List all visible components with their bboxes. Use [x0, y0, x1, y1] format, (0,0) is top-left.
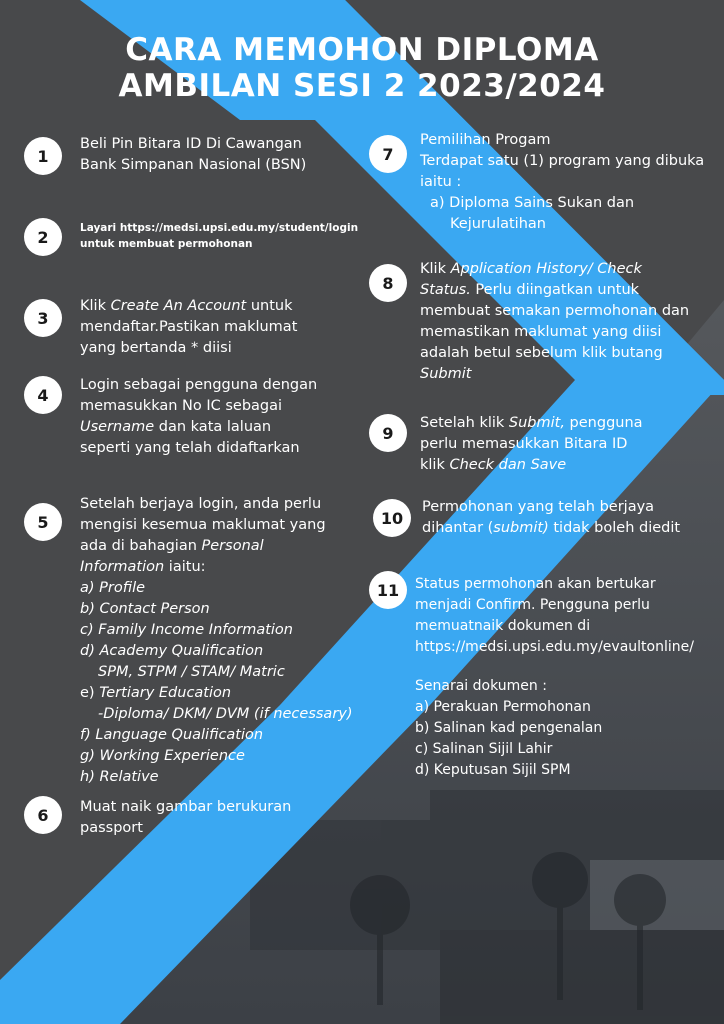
step-1-number: 1 — [24, 137, 62, 175]
step-3-text-part: untuk — [246, 298, 293, 314]
step-5-text-part: ada di bahagian — [80, 538, 202, 554]
step-8-italic: Application History/ Check — [450, 261, 642, 277]
step-7-number: 7 — [369, 135, 407, 173]
step-4-line: seperti yang telah didaftarkan — [80, 440, 300, 456]
step-8-italic: Submit — [420, 366, 472, 382]
list-subitem-academy: SPM, STPM / STAM/ Matric — [98, 664, 285, 680]
step-6-line: passport — [80, 820, 143, 836]
step-5-italic: Personal — [201, 538, 264, 554]
step-8-number: 8 — [369, 264, 407, 302]
list-item-family-income: c) Family Income Information — [80, 622, 293, 638]
step-11-line: menjadi Confirm. Pengguna perlu — [415, 597, 650, 613]
step-11-number: 11 — [369, 571, 407, 609]
step-6-line: Muat naik gambar berukuran — [80, 799, 292, 815]
step-6-number: 6 — [24, 796, 62, 834]
document-item: c) Salinan Sijil Lahir — [415, 741, 553, 757]
list-item-prefix: e) — [80, 685, 100, 701]
step-4-number: 4 — [24, 376, 62, 414]
step-9-text-part: klik — [420, 457, 450, 473]
step-10-number: 10 — [373, 499, 411, 537]
step-5-italic: Information — [80, 559, 165, 575]
step-9-text — [420, 413, 643, 476]
step-8-text — [420, 259, 689, 385]
step-9-text-part: pengguna — [564, 415, 643, 431]
step-2-line: untuk membuat permohonan — [80, 238, 253, 250]
step-5-text-part: iaitu: — [164, 559, 206, 575]
document-item: d) Keputusan Sijil SPM — [415, 762, 571, 778]
step-5-text — [80, 494, 353, 788]
step-11-line: memuatnaik dokumen di — [415, 618, 591, 634]
step-1-line: Beli Pin Bitara ID Di Cawangan — [80, 136, 302, 152]
list-item-language: f) Language Qualification — [80, 727, 264, 743]
step-3-line: yang bertanda * diisi — [80, 340, 232, 356]
document-list — [415, 676, 602, 781]
step-6-text — [80, 797, 291, 839]
step-5-line: mengisi kesemua maklumat yang — [80, 517, 326, 533]
title-line-1: CARA MEMOHON DIPLOMA — [125, 32, 599, 68]
list-item-profile: a) Profile — [80, 580, 146, 596]
step-9-line: perlu memasukkan Bitara ID — [420, 436, 628, 452]
step-7-program: Kejurulatihan — [450, 216, 546, 232]
step-3-number: 3 — [24, 299, 62, 337]
list-item-working-experience: g) Working Experience — [80, 748, 245, 764]
step-8-line: membuat semakan permohonan dan — [420, 303, 690, 319]
list-subitem-tertiary: -Diploma/ DKM/ DVM (if necessary) — [98, 706, 353, 722]
step-3-text-part: Klik — [80, 298, 111, 314]
step-10-text-part: tidak boleh diedit — [548, 520, 681, 536]
step-9-number: 9 — [369, 414, 407, 452]
step-3-text — [80, 296, 297, 359]
step-11-url: https://medsi.upsi.edu.my/evaultonline/ — [415, 639, 694, 655]
step-11-text — [415, 574, 694, 658]
list-item-contact-person: b) Contact Person — [80, 601, 210, 617]
step-7-line: Pemilihan Progam — [420, 132, 551, 148]
step-10-line: Permohonan yang telah berjaya — [422, 499, 655, 515]
list-item-relative: h) Relative — [80, 769, 159, 785]
step-5-number: 5 — [24, 503, 62, 541]
step-11-line: Status permohonan akan bertukar — [415, 576, 656, 592]
step-2-number: 2 — [24, 218, 62, 256]
step-3-line: mendaftar.Pastikan maklumat — [80, 319, 298, 335]
step-2-line: Layari https://medsi.upsi.edu.my/student/login — [80, 222, 359, 234]
step-4-text — [80, 375, 317, 459]
step-8-line: memastikan maklumat yang diisi — [420, 324, 662, 340]
step-8-line: adalah betul sebelum klik butang — [420, 345, 663, 361]
step-8-text-part: Perlu diingatkan untuk — [470, 282, 640, 298]
step-2-text — [80, 220, 358, 252]
step-10-italic: submit) — [493, 520, 549, 536]
step-4-line: Login sebagai pengguna dengan — [80, 377, 318, 393]
document-item: a) Perakuan Permohonan — [415, 699, 591, 715]
step-10-text — [422, 497, 680, 539]
title-line-2: AMBILAN SESI 2 2023/2024 — [118, 68, 606, 104]
list-item-tertiary-education: Tertiary Education — [99, 685, 232, 701]
page-title — [0, 32, 724, 104]
step-9-text-part: Setelah klik — [420, 415, 509, 431]
step-3-italic: Create An Account — [110, 298, 247, 314]
step-4-italic: Username — [80, 419, 155, 435]
step-8-text-part: Klik — [420, 261, 451, 277]
step-9-italic: Check dan Save — [449, 457, 567, 473]
step-10-text-part: dihantar ( — [422, 520, 494, 536]
step-7-line: iaitu : — [420, 174, 462, 190]
step-7-line: Terdapat satu (1) program yang dibuka — [420, 153, 705, 169]
step-7-text — [420, 130, 704, 235]
document-item: b) Salinan kad pengenalan — [415, 720, 603, 736]
step-8-italic: Status. — [420, 282, 471, 298]
step-4-line: memasukkan No IC sebagai — [80, 398, 283, 414]
step-5-line: Setelah berjaya login, anda perlu — [80, 496, 322, 512]
list-item-academy-qualification: d) Academy Qualification — [80, 643, 264, 659]
step-1-text — [80, 134, 306, 176]
document-list-heading: Senarai dokumen : — [415, 678, 547, 694]
step-4-text-part: dan kata laluan — [154, 419, 272, 435]
step-9-italic: Submit, — [508, 415, 565, 431]
step-1-line: Bank Simpanan Nasional (BSN) — [80, 157, 307, 173]
step-7-program: a) Diploma Sains Sukan dan — [430, 195, 635, 211]
